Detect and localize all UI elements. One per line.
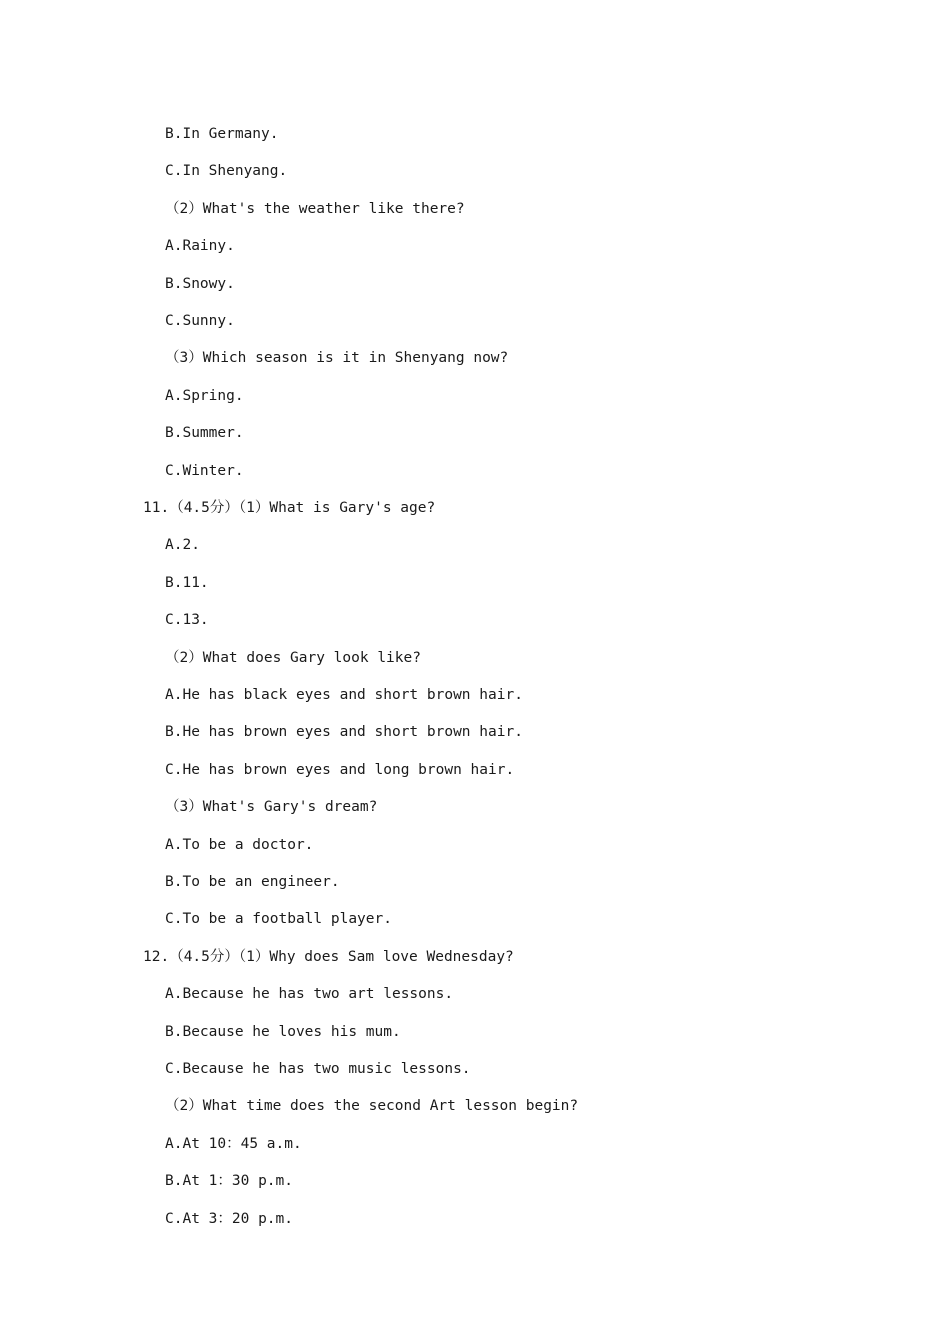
answer-option: A.Rainy. [165, 238, 235, 255]
answer-option: A.At 10：45 a.m. [165, 1135, 302, 1152]
answer-option: B.Snowy. [165, 275, 235, 292]
answer-option: C.13. [165, 612, 209, 629]
question-header: 11.（4.5分）（1）What is Gary's age? [143, 500, 436, 516]
answer-option: B.Summer. [165, 425, 244, 442]
answer-option: A.Spring. [165, 387, 244, 404]
answer-option: A.To be a doctor. [165, 836, 314, 853]
answer-option: A.Because he has two art lessons. [165, 986, 454, 1003]
answer-option: A.He has black eyes and short brown hair. [165, 687, 523, 703]
answer-option: C.He has brown eyes and long brown hair. [165, 761, 515, 778]
answer-option: A.2. [165, 537, 200, 554]
answer-option: C.Because he has two music lessons. [165, 1061, 471, 1077]
sub-question: （2）What's the weather like there? [165, 200, 465, 217]
answer-option: C.Sunny. [165, 313, 235, 329]
answer-option: B.Because he loves his mum. [165, 1023, 401, 1040]
sub-question: （3）Which season is it in Shenyang now? [165, 350, 509, 367]
answer-option: B.At 1：30 p.m. [165, 1173, 293, 1190]
sub-question: （3）What's Gary's dream? [165, 799, 378, 816]
sub-question: （2）What time does the second Art lesson begin? [165, 1098, 579, 1115]
answer-option: B.He has brown eyes and short brown hair. [165, 724, 523, 741]
answer-option: C.To be a football player. [165, 911, 392, 928]
question-header: 12.（4.5分）（1）Why does Sam love Wednesday? [143, 948, 514, 965]
answer-option: C.In Shenyang. [165, 163, 288, 180]
answer-option: B.11. [165, 574, 209, 591]
answer-option: C.At 3：20 p.m. [165, 1210, 293, 1227]
answer-option: B.To be an engineer. [165, 874, 340, 890]
answer-option: B.In Germany. [165, 126, 279, 142]
answer-option: C.Winter. [165, 462, 244, 479]
sub-question: （2）What does Gary look like? [165, 649, 421, 666]
